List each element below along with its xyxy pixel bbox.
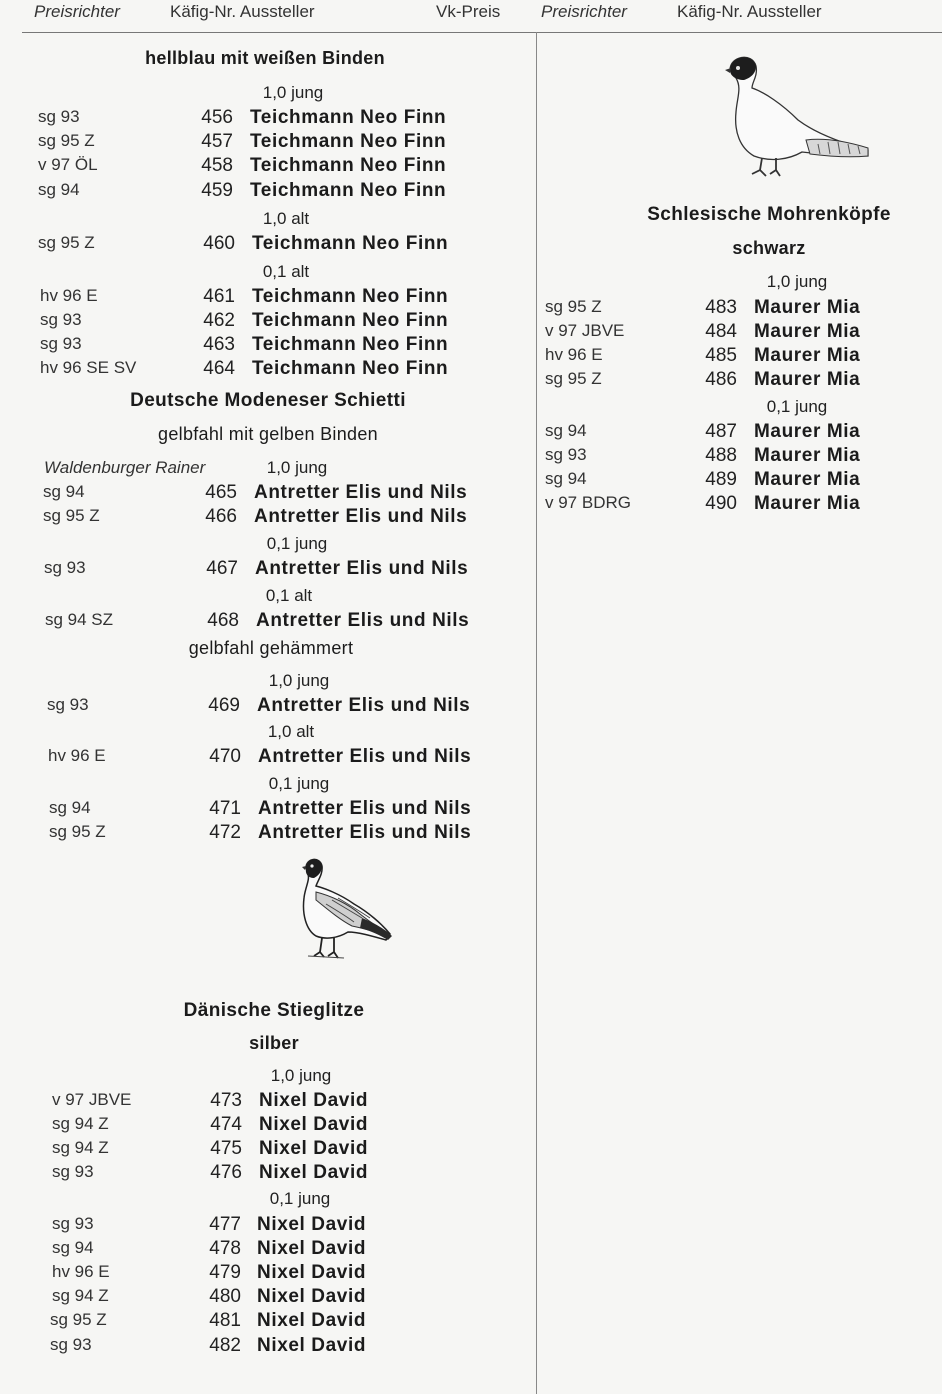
grade: sg 93 bbox=[47, 695, 89, 714]
exhibitor: Nixel David bbox=[259, 1090, 369, 1111]
entry-row bbox=[52, 1238, 492, 1262]
cage-number: 480 bbox=[209, 1286, 241, 1307]
section-color: hellblau mit weißen Binden bbox=[145, 48, 385, 68]
entry-row bbox=[545, 421, 935, 445]
cage-number: 463 bbox=[203, 334, 235, 355]
entry-row bbox=[40, 334, 520, 358]
cage-number: 485 bbox=[705, 345, 737, 366]
header-price: Vk-Preis bbox=[436, 2, 501, 21]
entry-row bbox=[545, 493, 935, 517]
exhibitor: Teichmann Neo Finn bbox=[252, 334, 449, 355]
entry-row bbox=[43, 482, 523, 506]
exhibitor: Antretter Elis und Nils bbox=[257, 695, 471, 716]
cage-number: 458 bbox=[201, 155, 233, 176]
exhibitor: Maurer Mia bbox=[754, 421, 861, 442]
grade: sg 93 bbox=[50, 1335, 92, 1354]
entry-row bbox=[545, 321, 935, 345]
exhibitor: Nixel David bbox=[259, 1138, 369, 1159]
exhibitor: Nixel David bbox=[257, 1335, 367, 1356]
header-judge-right: Preisrichter bbox=[541, 2, 627, 21]
header-judge-left: Preisrichter bbox=[34, 2, 120, 21]
entry-row bbox=[38, 180, 518, 204]
entry-row bbox=[43, 506, 523, 530]
class-label: 1,0 jung bbox=[268, 671, 330, 690]
grade: sg 93 bbox=[545, 445, 587, 464]
entry-row bbox=[52, 1162, 492, 1186]
exhibitor: Antretter Elis und Nils bbox=[258, 822, 472, 843]
exhibitor: Teichmann Neo Finn bbox=[252, 233, 449, 254]
entry-row bbox=[52, 1138, 492, 1162]
grade: sg 95 Z bbox=[43, 506, 100, 525]
entry-row bbox=[545, 369, 935, 393]
cage-number: 477 bbox=[209, 1214, 241, 1235]
entry-row bbox=[52, 1090, 492, 1114]
entry-row bbox=[47, 695, 527, 719]
entry-row bbox=[40, 358, 520, 382]
grade: sg 94 Z bbox=[52, 1114, 109, 1133]
exhibitor: Maurer Mia bbox=[754, 369, 861, 390]
exhibitor: Antretter Elis und Nils bbox=[254, 482, 468, 503]
entry-row bbox=[49, 798, 529, 822]
breed-title: Schlesische Mohrenköpfe bbox=[647, 204, 891, 225]
exhibitor: Antretter Elis und Nils bbox=[258, 746, 472, 767]
entry-row bbox=[38, 131, 518, 155]
entry-row bbox=[50, 1310, 490, 1334]
entry-row bbox=[38, 107, 518, 131]
entry-row bbox=[44, 558, 524, 582]
cage-number: 456 bbox=[201, 107, 233, 128]
cage-number: 471 bbox=[209, 798, 241, 819]
cage-number: 479 bbox=[209, 1262, 241, 1283]
grade: sg 93 bbox=[40, 310, 82, 329]
class-label: 1,0 jung bbox=[262, 83, 324, 102]
judge-name: Waldenburger Rainer bbox=[44, 458, 206, 477]
class-label: 0,1 alt bbox=[262, 262, 310, 281]
exhibitor: Maurer Mia bbox=[754, 493, 861, 514]
exhibitor: Nixel David bbox=[259, 1162, 369, 1183]
entry-row bbox=[52, 1114, 492, 1138]
column-divider bbox=[536, 32, 537, 1394]
cage-number: 468 bbox=[207, 610, 239, 631]
grade: sg 94 bbox=[545, 421, 587, 440]
entry-row bbox=[40, 286, 520, 310]
cage-number: 461 bbox=[203, 286, 235, 307]
grade: sg 95 Z bbox=[38, 233, 95, 252]
entry-row bbox=[545, 345, 935, 369]
entry-row bbox=[52, 1262, 492, 1286]
cage-number: 466 bbox=[205, 506, 237, 527]
entry-row bbox=[545, 469, 935, 493]
entry-row bbox=[49, 822, 529, 846]
cage-number: 486 bbox=[705, 369, 737, 390]
exhibitor: Maurer Mia bbox=[754, 297, 861, 318]
class-label: 0,1 jung bbox=[266, 534, 328, 553]
cage-number: 481 bbox=[209, 1310, 241, 1331]
section-color: silber bbox=[249, 1033, 299, 1053]
grade: hv 96 SE SV bbox=[40, 358, 137, 377]
entry-row bbox=[50, 1335, 490, 1359]
grade: sg 93 bbox=[38, 107, 80, 126]
cage-number: 473 bbox=[210, 1090, 242, 1111]
exhibitor: Teichmann Neo Finn bbox=[250, 131, 447, 152]
exhibitor: Antretter Elis und Nils bbox=[254, 506, 468, 527]
class-label: 0,1 jung bbox=[268, 774, 330, 793]
section-color: gelbfahl gehämmert bbox=[188, 638, 354, 658]
grade: v 97 JBVE bbox=[52, 1090, 132, 1109]
class-label: 0,1 jung bbox=[766, 397, 828, 416]
exhibitor: Teichmann Neo Finn bbox=[252, 310, 449, 331]
breed-title: Dänische Stieglitze bbox=[183, 1000, 365, 1021]
cage-number: 489 bbox=[705, 469, 737, 490]
exhibitor: Maurer Mia bbox=[754, 345, 861, 366]
cage-number: 474 bbox=[210, 1114, 242, 1135]
cage-number: 469 bbox=[208, 695, 240, 716]
exhibitor: Maurer Mia bbox=[754, 445, 861, 466]
pigeon-illustration-icon bbox=[292, 852, 396, 964]
entry-row bbox=[48, 746, 528, 770]
exhibitor: Teichmann Neo Finn bbox=[252, 358, 449, 379]
grade: sg 93 bbox=[40, 334, 82, 353]
cage-number: 482 bbox=[209, 1335, 241, 1356]
grade: sg 94 bbox=[38, 180, 80, 199]
grade: sg 94 bbox=[43, 482, 85, 501]
entry-row bbox=[545, 445, 935, 469]
grade: hv 96 E bbox=[40, 286, 98, 305]
cage-number: 484 bbox=[705, 321, 737, 342]
exhibitor: Teichmann Neo Finn bbox=[250, 107, 447, 128]
section-color: gelbfahl mit gelben Binden bbox=[158, 424, 378, 444]
header-cage-exhibitor-left: Käfig-Nr. Aussteller bbox=[170, 2, 315, 21]
grade: sg 94 bbox=[49, 798, 91, 817]
grade: sg 94 bbox=[52, 1238, 94, 1257]
entry-row bbox=[52, 1214, 492, 1238]
cage-number: 462 bbox=[203, 310, 235, 331]
exhibitor: Antretter Elis und Nils bbox=[258, 798, 472, 819]
class-label: 1,0 jung bbox=[270, 1066, 332, 1085]
cage-number: 478 bbox=[209, 1238, 241, 1259]
cage-number: 476 bbox=[210, 1162, 242, 1183]
exhibitor: Teichmann Neo Finn bbox=[252, 286, 449, 307]
exhibitor: Teichmann Neo Finn bbox=[250, 180, 447, 201]
grade: sg 95 Z bbox=[50, 1310, 107, 1329]
cage-number: 459 bbox=[201, 180, 233, 201]
entry-row bbox=[45, 610, 525, 634]
cage-number: 465 bbox=[205, 482, 237, 503]
exhibitor: Antretter Elis und Nils bbox=[255, 558, 469, 579]
entry-row bbox=[38, 233, 518, 257]
pigeon-illustration-icon bbox=[722, 48, 878, 180]
class-label: 1,0 jung bbox=[266, 458, 328, 477]
class-label: 0,1 alt bbox=[265, 586, 313, 605]
grade: sg 94 Z bbox=[52, 1286, 109, 1305]
cage-number: 487 bbox=[705, 421, 737, 442]
cage-number: 470 bbox=[209, 746, 241, 767]
entry-row bbox=[40, 310, 520, 334]
exhibitor: Antretter Elis und Nils bbox=[256, 610, 470, 631]
grade: sg 94 bbox=[545, 469, 587, 488]
exhibitor: Nixel David bbox=[259, 1114, 369, 1135]
cage-number: 475 bbox=[210, 1138, 242, 1159]
entry-row bbox=[52, 1286, 492, 1310]
exhibitor: Nixel David bbox=[257, 1310, 367, 1331]
grade: sg 93 bbox=[52, 1214, 94, 1233]
exhibitor: Maurer Mia bbox=[754, 321, 861, 342]
entry-row bbox=[38, 155, 518, 179]
grade: v 97 BDRG bbox=[545, 493, 631, 512]
class-label: 1,0 alt bbox=[267, 722, 315, 741]
section-color: schwarz bbox=[732, 238, 806, 258]
class-label: 1,0 alt bbox=[262, 209, 310, 228]
exhibitor: Nixel David bbox=[257, 1238, 367, 1259]
class-label: 0,1 jung bbox=[269, 1189, 331, 1208]
grade: sg 94 SZ bbox=[45, 610, 114, 629]
grade: v 97 ÖL bbox=[38, 155, 98, 174]
breed-title: Deutsche Modeneser Schietti bbox=[130, 390, 406, 411]
class-label: 1,0 jung bbox=[766, 272, 828, 291]
grade: sg 95 Z bbox=[545, 369, 602, 388]
cage-number: 464 bbox=[203, 358, 235, 379]
grade: sg 95 Z bbox=[545, 297, 602, 316]
exhibitor: Nixel David bbox=[257, 1262, 367, 1283]
exhibitor: Nixel David bbox=[257, 1214, 367, 1235]
cage-number: 460 bbox=[203, 233, 235, 254]
header-cage-exhibitor-right: Käfig-Nr. Aussteller bbox=[677, 2, 822, 21]
cage-number: 467 bbox=[206, 558, 238, 579]
cage-number: 490 bbox=[705, 493, 737, 514]
grade: hv 96 E bbox=[48, 746, 106, 765]
exhibitor: Nixel David bbox=[257, 1286, 367, 1307]
grade: v 97 JBVE bbox=[545, 321, 625, 340]
entry-row bbox=[545, 297, 935, 321]
grade: sg 93 bbox=[52, 1162, 94, 1181]
grade: sg 95 Z bbox=[49, 822, 106, 841]
cage-number: 488 bbox=[705, 445, 737, 466]
cage-number: 483 bbox=[705, 297, 737, 318]
exhibitor: Teichmann Neo Finn bbox=[250, 155, 447, 176]
grade: sg 95 Z bbox=[38, 131, 95, 150]
grade: hv 96 E bbox=[52, 1262, 110, 1281]
grade: sg 94 Z bbox=[52, 1138, 109, 1157]
grade: hv 96 E bbox=[545, 345, 603, 364]
grade: sg 93 bbox=[44, 558, 86, 577]
cage-number: 457 bbox=[201, 131, 233, 152]
header-divider bbox=[22, 32, 942, 33]
cage-number: 472 bbox=[209, 822, 241, 843]
exhibitor: Maurer Mia bbox=[754, 469, 861, 490]
